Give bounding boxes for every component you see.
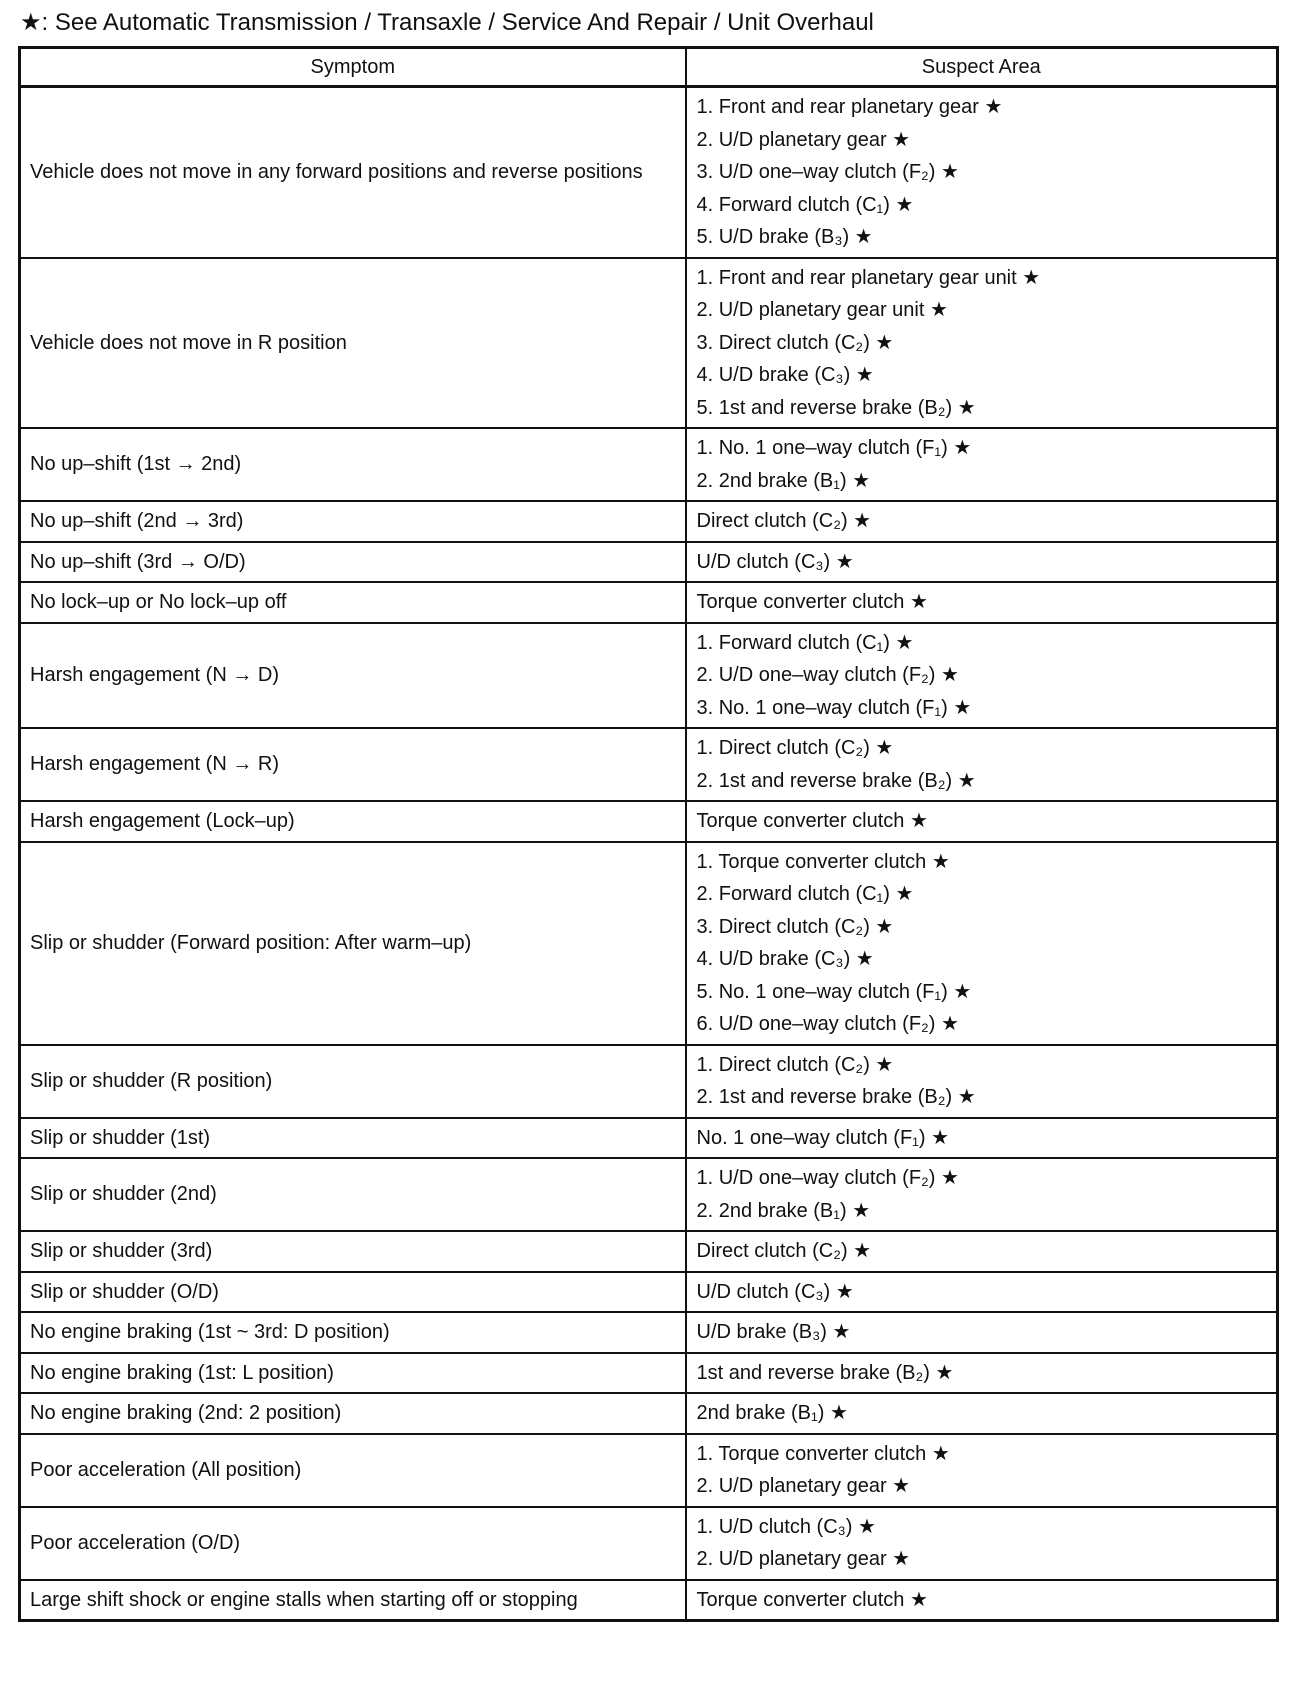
suspect-area-cell — [686, 258, 1278, 429]
suspect-area-item: Torque converter clutch ★ — [696, 591, 928, 613]
suspect-area-item: U/D brake (B₃) ★ — [696, 1321, 851, 1343]
symptom-cell: No lock–up or No lock–up off — [20, 582, 686, 623]
table-body — [20, 87, 1278, 1621]
suspect-area-list — [697, 805, 1269, 838]
symptom-cell: No engine braking (1st ~ 3rd: D position) — [20, 1312, 686, 1353]
suspect-area-cell — [686, 1507, 1278, 1580]
suspect-area-cell — [686, 728, 1278, 801]
symptom-cell: No up–shift (3rd → O/D) — [20, 542, 686, 583]
suspect-area-item: 5. U/D brake (B₃) ★ — [696, 226, 873, 248]
suspect-area-cell — [686, 87, 1278, 258]
symptom-cell: Slip or shudder (Forward position: After warm–up) — [20, 842, 686, 1045]
diagnosis-table-container — [18, 46, 1276, 1622]
suspect-area-item: 3. No. 1 one–way clutch (F₁) ★ — [696, 696, 972, 719]
suspect-area-item: 5. 1st and reverse brake (B₂) ★ — [696, 396, 976, 419]
suspect-area-list — [697, 505, 1269, 538]
suspect-area-list — [697, 586, 1269, 619]
suspect-area-item: 1st and reverse brake (B₂) ★ — [696, 1361, 954, 1384]
suspect-area-item: 1. No. 1 one–way clutch (F₁) ★ — [696, 437, 972, 459]
diagnosis-table — [18, 46, 1279, 1622]
suspect-area-item: 3. Direct clutch (C₂) ★ — [696, 331, 894, 354]
table-row — [20, 1353, 1278, 1394]
suspect-area-item: 1. Torque converter clutch ★ — [696, 850, 950, 873]
table-row — [20, 501, 1278, 542]
suspect-area-item: 6. U/D one–way clutch (F₂) ★ — [696, 1013, 959, 1035]
table-row — [20, 1434, 1278, 1507]
symptom-cell: No up–shift (2nd → 3rd) — [20, 501, 686, 542]
table-row — [20, 258, 1278, 429]
table-row — [20, 1045, 1278, 1118]
page-header: ★: See Automatic Transmission / Transaxle / Service And Repair / Unit Overhaul — [20, 9, 874, 36]
suspect-area-list — [697, 1235, 1269, 1268]
table-row — [20, 1312, 1278, 1353]
suspect-area-list — [697, 846, 1269, 1041]
suspect-area-list — [697, 1162, 1269, 1227]
suspect-area-item: Torque converter clutch ★ — [696, 810, 928, 832]
suspect-area-item: No. 1 one–way clutch (F₁) ★ — [696, 1126, 950, 1149]
suspect-area-item: 4. Forward clutch (C₁) ★ — [696, 193, 914, 216]
suspect-area-item: 1. U/D clutch (C₃) ★ — [696, 1515, 876, 1538]
suspect-area-item: 2. U/D planetary gear ★ — [696, 128, 911, 151]
suspect-area-list — [697, 1049, 1269, 1114]
suspect-area-cell — [686, 842, 1278, 1045]
suspect-area-item: Direct clutch (C₂) ★ — [696, 1240, 872, 1262]
suspect-area-list — [697, 91, 1269, 254]
suspect-area-item: 5. No. 1 one–way clutch (F₁) ★ — [696, 980, 972, 1003]
suspect-area-list — [697, 546, 1269, 579]
table-row — [20, 842, 1278, 1045]
suspect-area-item: 1. Direct clutch (C₂) ★ — [696, 737, 894, 759]
symptom-cell: Vehicle does not move in R position — [20, 258, 686, 429]
suspect-area-item: U/D clutch (C₃) ★ — [696, 550, 854, 573]
suspect-area-cell — [686, 1312, 1278, 1353]
suspect-area-list — [697, 262, 1269, 425]
suspect-area-item: 1. Torque converter clutch ★ — [696, 1442, 950, 1465]
table-row — [20, 542, 1278, 583]
suspect-area-item: U/D clutch (C₃) ★ — [696, 1280, 854, 1303]
table-row — [20, 1158, 1278, 1231]
suspect-area-cell — [686, 1118, 1278, 1159]
symptom-cell: Slip or shudder (R position) — [20, 1045, 686, 1118]
symptom-cell: Poor acceleration (All position) — [20, 1434, 686, 1507]
symptom-cell: Vehicle does not move in any forward positions and reverse positions — [20, 87, 686, 258]
suspect-area-item: 1. Front and rear planetary gear ★ — [696, 96, 1003, 118]
symptom-cell: Harsh engagement (Lock–up) — [20, 801, 686, 842]
suspect-area-list — [697, 432, 1269, 497]
suspect-area-list — [697, 1357, 1269, 1390]
suspect-area-item: 2. U/D planetary gear unit ★ — [696, 299, 948, 321]
suspect-area-cell — [686, 623, 1278, 729]
suspect-area-item: 1. Direct clutch (C₂) ★ — [696, 1053, 894, 1076]
suspect-area-item: 3. U/D one–way clutch (F₂) ★ — [696, 161, 959, 183]
symptom-cell: Large shift shock or engine stalls when starting off or stopping — [20, 1580, 686, 1621]
symptom-cell: Slip or shudder (3rd) — [20, 1231, 686, 1272]
table-row — [20, 1393, 1278, 1434]
suspect-area-list — [697, 627, 1269, 725]
suspect-area-item: Direct clutch (C₂) ★ — [696, 510, 872, 532]
suspect-area-cell — [686, 1353, 1278, 1394]
suspect-area-cell — [686, 428, 1278, 501]
symptom-cell: Slip or shudder (1st) — [20, 1118, 686, 1159]
table-row — [20, 582, 1278, 623]
table-row — [20, 428, 1278, 501]
symptom-cell: No engine braking (1st: L position) — [20, 1353, 686, 1394]
suspect-area-item: 2nd brake (B₁) ★ — [696, 1402, 848, 1424]
suspect-area-item: 2. 1st and reverse brake (B₂) ★ — [696, 769, 976, 792]
table-row — [20, 87, 1278, 258]
suspect-area-cell — [686, 1393, 1278, 1434]
suspect-area-item: 2. 2nd brake (B₁) ★ — [696, 469, 871, 492]
suspect-area-item: 3. Direct clutch (C₂) ★ — [696, 915, 894, 938]
suspect-area-cell — [686, 1231, 1278, 1272]
table-row — [20, 728, 1278, 801]
table-row — [20, 1231, 1278, 1272]
table-row — [20, 1118, 1278, 1159]
suspect-area-item: 4. U/D brake (C₃) ★ — [696, 948, 874, 970]
suspect-area-cell — [686, 582, 1278, 623]
suspect-area-cell — [686, 501, 1278, 542]
suspect-area-item: 1. Forward clutch (C₁) ★ — [696, 631, 914, 654]
symptom-cell: Slip or shudder (O/D) — [20, 1272, 686, 1313]
suspect-area-item: 2. 1st and reverse brake (B₂) ★ — [696, 1086, 976, 1108]
suspect-area-cell — [686, 1434, 1278, 1507]
table-row — [20, 623, 1278, 729]
suspect-area-cell — [686, 1580, 1278, 1621]
suspect-area-item: Torque converter clutch ★ — [696, 1588, 928, 1611]
suspect-area-list — [697, 1122, 1269, 1155]
table-row — [20, 801, 1278, 842]
symptom-cell: Harsh engagement (N → D) — [20, 623, 686, 729]
symptom-cell: Slip or shudder (2nd) — [20, 1158, 686, 1231]
suspect-area-item: 2. U/D planetary gear ★ — [696, 1548, 911, 1570]
table-row — [20, 1507, 1278, 1580]
symptom-cell: No engine braking (2nd: 2 position) — [20, 1393, 686, 1434]
suspect-area-list — [697, 1584, 1269, 1617]
table-header-row — [20, 48, 1278, 87]
suspect-area-list — [697, 1511, 1269, 1576]
suspect-area-item: 2. 2nd brake (B₁) ★ — [696, 1199, 871, 1222]
suspect-area-item: 2. U/D planetary gear ★ — [696, 1475, 911, 1497]
table-row — [20, 1580, 1278, 1621]
suspect-area-item: 2. Forward clutch (C₁) ★ — [696, 883, 914, 905]
suspect-area-item: 1. U/D one–way clutch (F₂) ★ — [696, 1167, 959, 1189]
suspect-area-cell — [686, 1272, 1278, 1313]
suspect-area-list — [697, 732, 1269, 797]
suspect-area-item: 4. U/D brake (C₃) ★ — [696, 364, 874, 386]
suspect-area-cell — [686, 542, 1278, 583]
column-header-symptom: Symptom — [20, 48, 686, 87]
table-row — [20, 1272, 1278, 1313]
symptom-cell: Harsh engagement (N → R) — [20, 728, 686, 801]
suspect-area-cell — [686, 801, 1278, 842]
suspect-area-list — [697, 1397, 1269, 1430]
suspect-area-list — [697, 1316, 1269, 1349]
suspect-area-list — [697, 1438, 1269, 1503]
suspect-area-item: 2. U/D one–way clutch (F₂) ★ — [696, 664, 959, 686]
suspect-area-item: 1. Front and rear planetary gear unit ★ — [696, 266, 1041, 289]
symptom-cell: No up–shift (1st → 2nd) — [20, 428, 686, 501]
suspect-area-list — [697, 1276, 1269, 1309]
suspect-area-cell — [686, 1045, 1278, 1118]
symptom-cell: Poor acceleration (O/D) — [20, 1507, 686, 1580]
suspect-area-cell — [686, 1158, 1278, 1231]
column-header-suspect-area: Suspect Area — [686, 48, 1278, 87]
